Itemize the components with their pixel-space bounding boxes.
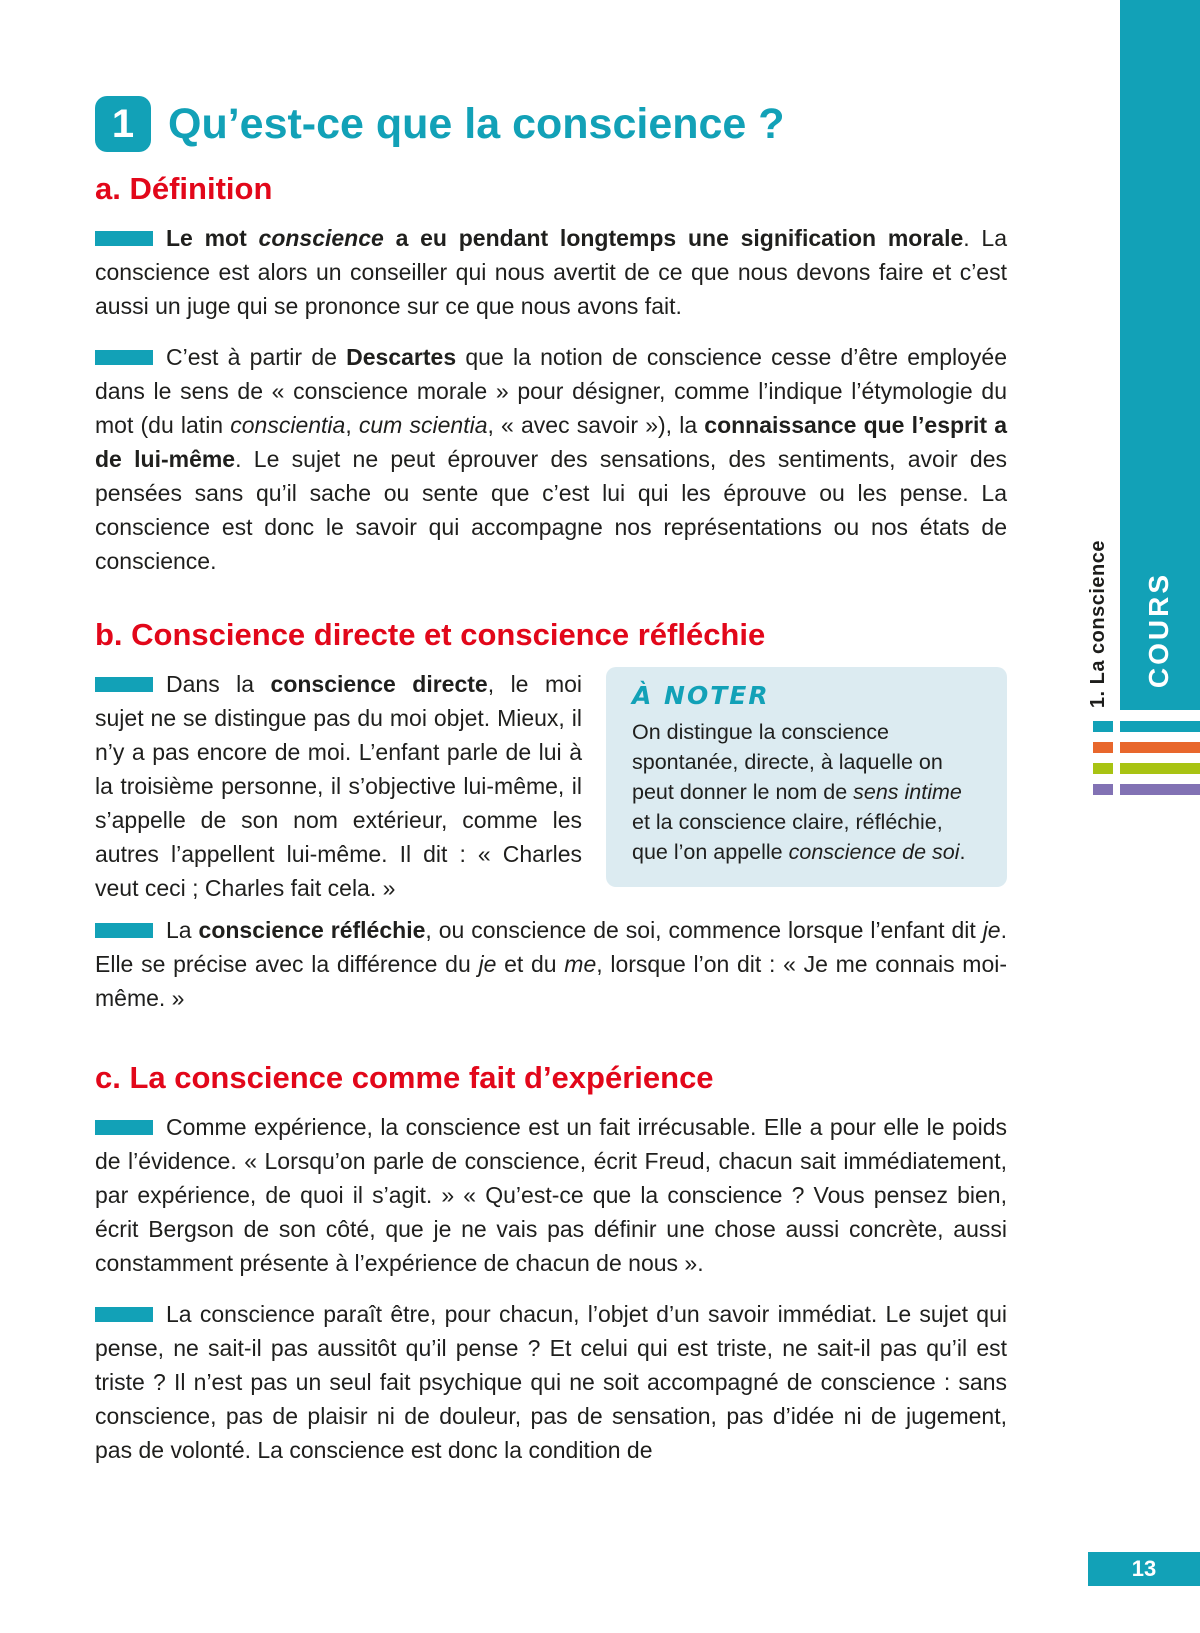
paragraph-bullet-bar <box>95 1120 153 1135</box>
color-bar-purple <box>1093 784 1200 795</box>
paragraph <box>95 1297 1007 1467</box>
color-bar-long-segment <box>1120 763 1200 774</box>
color-bar-long-segment <box>1120 784 1200 795</box>
section-definition <box>95 172 1007 578</box>
paragraph-text: Comme expérience, la conscience est un fait irrécusable. Elle a pour elle le poids de l’évidence. « Lorsqu’on parle de conscience, écrit Freud, chacun sait immédiatement, par expérience, de quoi il s’agit. » « Qu’est-ce que la conscience ? Vous pensez bien, écrit Bergson de son côté, que je ne vais pas définir une chose aussi concrète, aussi constamment présente à l’expérience de chacun de nous ». <box>95 1114 1007 1277</box>
sidebar-cours-tab <box>1120 0 1200 710</box>
section-c-heading: c. La conscience comme fait d’expérience <box>95 1060 714 1096</box>
paragraph <box>95 221 1007 323</box>
sidebar-tab-label: COURS <box>1143 571 1174 688</box>
paragraph <box>95 667 582 905</box>
paragraph-text: La conscience réfléchie, ou conscience de soi, commence lorsque l’enfant dit je. Elle se précise avec la différence du je et du me, lorsque l’on dit : « Je me connais moi-même. » <box>95 917 1008 1012</box>
paragraph-bullet-bar <box>95 677 153 692</box>
paragraph-text: La conscience paraît être, pour chacun, l’objet d’un savoir immédiat. Le sujet qui pense, ne sait-il pas aussitôt qu’il pense ? Et celui qui est triste, ne sait-il pas qu’il est triste ? Il n’est pas un seul fait psychique qui ne soit accompagné de conscience : sans conscience, pas de plaisir ni de douleur, pas de sensation, pas d’idée ni de jugement, pas de volonté. La conscience est donc la condition de <box>95 1301 1007 1464</box>
section-b-text-column <box>95 667 582 905</box>
section-fait-experience <box>95 1061 1007 1467</box>
section-conscience-directe-reflechie <box>95 618 1007 1015</box>
page-number-badge <box>1088 1552 1200 1586</box>
paragraph-text: Dans la conscience directe, le moi sujet ne se distingue pas du moi objet. Mieux, il n’y a pas encore de moi. L’enfant parle de lui à la troisième personne, il s’objective lui-même, il s’appelle de son nom extérieur, comme les autres l’appellent lui-même. Il dit : « Charles veut ceci ; Charles fait cela. » <box>95 671 583 902</box>
paragraph <box>95 1110 1007 1280</box>
paragraph-text: Le mot conscience a eu pendant longtemps une signification morale. La conscience est alors un conseiller qui nous avertit de ce que nous devons faire et c’est aussi un juge qui se prononce sur ce que nous avons fait. <box>95 225 1007 320</box>
color-bar-short-segment <box>1093 763 1113 774</box>
section-b-heading: b. Conscience directe et conscience réfléchie <box>95 617 766 653</box>
chapter-header <box>95 96 1007 152</box>
note-box-text: On distingue la conscience spontanée, directe, à laquelle on peut donner le nom de sens intime et la conscience claire, réfléchie, que l’on appelle conscience de soi. <box>632 720 966 865</box>
main-content <box>95 96 1007 1507</box>
color-bar-short-segment <box>1093 721 1113 732</box>
page-number: 13 <box>1131 1556 1157 1581</box>
paragraph <box>95 913 1007 1015</box>
color-bar-short-segment <box>1093 742 1113 753</box>
sidebar-chapter-label: 1. La conscience <box>1087 539 1109 708</box>
chapter-number-badge: 1 <box>95 96 151 152</box>
chapter-title-text: Qu’est-ce que la conscience ? <box>168 99 785 148</box>
note-box-label: À NOTER <box>632 681 770 711</box>
section-a-heading: a. Définition <box>95 171 273 206</box>
color-bar-green <box>1093 763 1200 774</box>
color-bar-long-segment <box>1120 721 1200 732</box>
paragraph-bullet-bar <box>95 350 153 365</box>
color-bar-long-segment <box>1120 742 1200 753</box>
sidebar-color-bars <box>1093 721 1200 805</box>
paragraph-text: C’est à partir de Descartes que la notion de conscience cesse d’être employée dans le sens de « conscience morale » pour désigner, comme l’indique l’étymologie du mot (du latin conscientia, cum scientia, « avec savoir »), la connaissance que l’esprit a de lui-même. Le sujet ne peut éprouver des sensations, des sentiments, avoir des pensées sans qu’il sache ou sente que c’est lui qui les éprouve ou les pense. La conscience est donc le savoir qui accompagne nos représentations ou nos états de conscience. <box>95 344 1007 575</box>
paragraph-bullet-bar <box>95 923 153 938</box>
color-bar-teal <box>1093 721 1200 732</box>
color-bar-orange <box>1093 742 1200 753</box>
paragraph <box>95 340 1007 578</box>
color-bar-short-segment <box>1093 784 1113 795</box>
paragraph-bullet-bar <box>95 231 153 246</box>
section-b-columns <box>95 667 1007 905</box>
note-box <box>606 667 1007 887</box>
paragraph-bullet-bar <box>95 1307 153 1322</box>
